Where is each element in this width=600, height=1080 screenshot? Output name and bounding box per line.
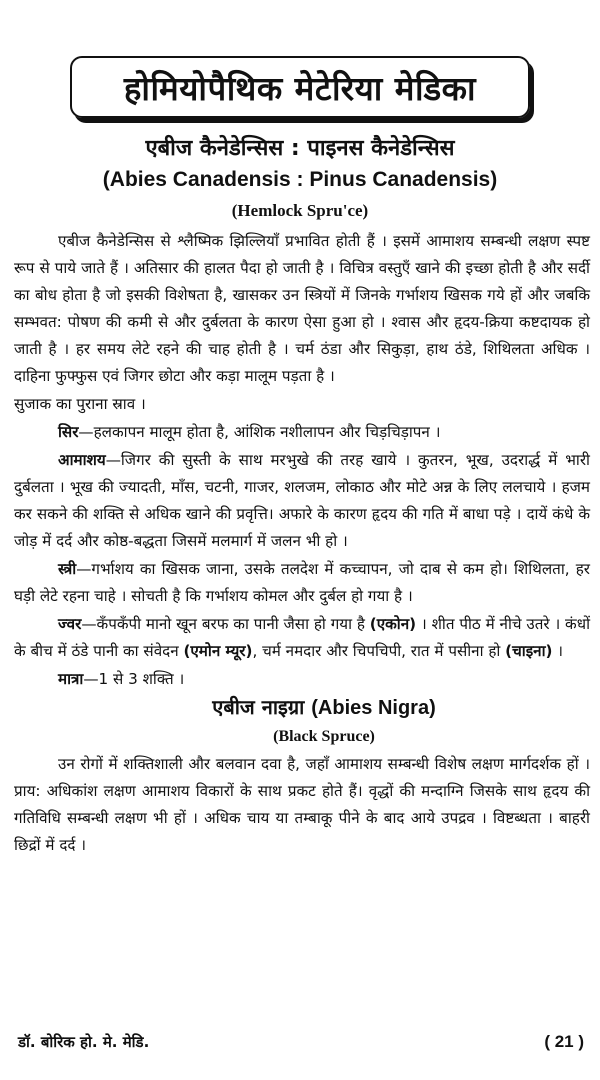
- section-stomach: [14, 447, 590, 555]
- footer-book-short-title: डॉ. बोरिक हो. मे. मेडि.: [18, 1033, 150, 1051]
- section-female-label: स्त्री: [58, 560, 77, 578]
- section-dose-label: मात्रा: [58, 670, 84, 688]
- entry1-intro-last: सुजाक का पुराना स्राव ।: [14, 395, 146, 413]
- book-title-box: [70, 56, 530, 118]
- entry2-intro: उन रोगों में शक्तिशाली और बलवान दवा है, जहाँ आमाशय सम्बन्धी विशेष लक्षण मार्गदर्शक हों । प्राय: अधिकांश लक्षण आमाशय विकारों के साथ प्रकट होते हैं। वृद्धों की मन्दाग्नि जिसके साथ हृदय की गतिविधि सम्बन्धी लक्षण भी हों । अधिक चाय या तम्बाकू पीने के बाद आये उपद्रव । विष्टब्धता । बाहरी छिद्रों में दर्द ।: [14, 755, 590, 854]
- page-body: [14, 228, 590, 860]
- section-fever-text-2: । शीत पीठ में नीचे उतरे । कंधों के बीच में ठंडे पानी का संवेदन: [14, 615, 590, 660]
- entry1-intro: एबीज कैनेडेन्सिस से श्लैष्मिक झिल्लियाँ प्रभावित होती हैं । इसमें आमाशय सम्बन्धी लक्षण स्पष्ट रूप से पाये जाते हैं । अतिसार की हालत पैदा हो जाती है । विचित्र वस्तुएँ खाने की इच्छा होती है और सर्दी का बोध होता है जो इसकी विशेषता है, खासकर उन स्त्रियों में जिनके गर्भाशय खिसक गये हों और जबकि सम्भवत: पोषण की कमी से और दुर्बलता के कारण ऐसा हुआ हो । श्वास और हृदय-क्रिया कष्टदायक हो जाती है । हर समय लेटे रहने की चाह होती है । चर्म ठंडा और सिकुड़ा, हाथ ठंडे, शिथिलता अधिक । दाहिना फुफ्फुस एवं जिगर छोटा और कड़ा मालूम पड़ता है ।: [14, 232, 590, 385]
- remedy-reference: (एकोन): [369, 615, 417, 633]
- section-fever-text-4: ।: [552, 642, 564, 660]
- section-head-text: —हलकापन मालूम होता है, आंशिक नशीलापन और चिड़चिड़ापन ।: [78, 423, 441, 441]
- book-title: होमियोपैथिक मेटेरिया मेडिका: [123, 68, 477, 108]
- section-stomach-label: आमाशय: [58, 451, 106, 469]
- entry1-title-hindi: एबीज कैनेडेन्सिस : पाइनस कैनेडेन्सिस: [145, 136, 455, 161]
- section-head: [14, 419, 590, 446]
- section-fever: [14, 611, 590, 665]
- section-fever-text-3: , चर्म नमदार और चिपचिपी, रात में पसीना हो: [252, 642, 506, 660]
- entry2-title-english: (Abies Nigra): [311, 697, 436, 719]
- section-female: [14, 556, 590, 610]
- entry2-title-hindi: एबीज नाइग्रा: [212, 695, 312, 719]
- entry1-common-name: (Hemlock Spru'ce): [231, 201, 369, 220]
- remedy-reference: (एमोन म्यूर): [183, 642, 253, 660]
- entry2-title: [14, 694, 590, 722]
- entry1-title-english: (Abies Canadensis : Pinus Canadensis): [102, 168, 498, 191]
- section-head-label: सिर: [58, 423, 79, 441]
- section-dose: [14, 666, 590, 693]
- remedy-reference: (चाइना): [505, 642, 553, 660]
- section-dose-text: —1 से 3 शक्ति ।: [83, 670, 185, 688]
- page-number: ( 21 ): [544, 1032, 584, 1051]
- section-female-text: —गर्भाशय का खिसक जाना, उसके तलदेश में कच्चापन, जो दाब से कम हो। शिथिलता, हर घड़ी लेटे रहना चाहे । सोचती है कि गर्भाशय कोमल और दुर्बल हो गया है ।: [14, 560, 590, 605]
- section-fever-label: ज्वर: [58, 615, 82, 633]
- section-stomach-text: —जिगर की सुस्ती के साथ मरभुखे की तरह खाये । कुतरन, भूख, उदरार्द्ध में भारी दुर्बलता । भूख की ज्यादती, माँस, चटनी, गाजर, शलजम, लोकाठ और मोटे अन्न के लिए ललचाये । हजम कर सकने की शक्ति से अधिक खाने की प्रवृत्ति। अफारे के कारण हृदय की गति में बाधा पड़े । दायें कंधे के जोड़ में दर्द और कोष्ठ-बद्धता जिसमें मलमार्ग में जलन भी हो ।: [14, 451, 590, 550]
- entry2-common-name: (Black Spruce): [273, 728, 375, 745]
- section-fever-text-1: —कँपकँपी मानो खून बरफ का पानी जैसा हो गया है: [81, 615, 370, 633]
- page-footer: [18, 1032, 584, 1056]
